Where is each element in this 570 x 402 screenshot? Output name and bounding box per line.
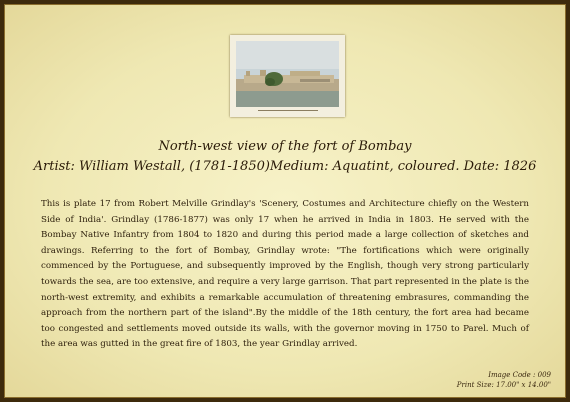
print-size: Print Size: 17.00" x 14.00"	[456, 381, 551, 389]
artwork-thumbnail[interactable]	[230, 35, 345, 117]
image-code: Image Code : 009	[488, 371, 551, 379]
artwork-meta: Artist: William Westall, (1781-1850)Medium: Aquatint, coloured. Date: 1826	[33, 159, 537, 174]
artwork-title: North-west view of the fort of Bombay	[158, 139, 412, 154]
artwork-image	[230, 35, 345, 117]
print-info	[457, 370, 551, 390]
info-panel	[4, 4, 566, 398]
artwork-description: This is plate 17 from Robert Melville Grindlay's 'Scenery, Costumes and Architecture chiefly on the Western Side of India'. Grindlay (1786-1877) was only 17 when he arrived in India in 1803. He served with the Bombay Native Infantry from 1804 to 1820 and during this period made a large collection of sketches and drawings. Referring to the fort of Bombay, Grindlay wrote: "The fortifications which were originally commenced by the Portuguese, and subsequently improved by the English, though very strong particularly towards the sea, are too extensive, and require a very large garrison. That part represented in the plate is the north-west extremity, and exhibits a remarkable accumulation of threatening embrasures, commanding the approach from the northern part of the island".By the middle of the 18th century, the fort area had became too congested and settlements moved outside its walls, with the governor moving in 1750 to Parel. Much of the area was gutted in the great fire of 1803, the year Grindlay arrived.	[41, 199, 529, 350]
